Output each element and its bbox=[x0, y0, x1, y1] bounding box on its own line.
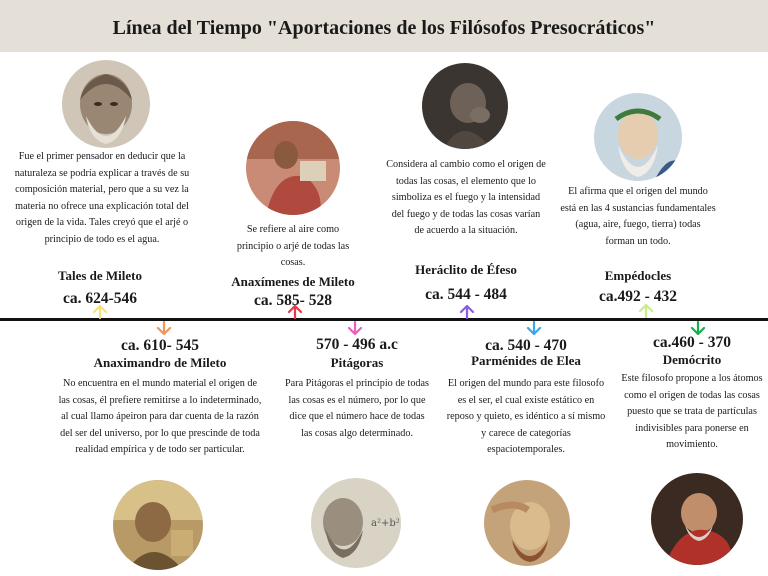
arrow-heraclito bbox=[459, 305, 475, 319]
formula-glyph: a²+b² bbox=[371, 518, 400, 529]
name-parmenides: Parménides de Elea bbox=[471, 353, 581, 368]
portrait-pitagoras bbox=[311, 478, 401, 568]
arrow-parmenides-shape bbox=[528, 322, 540, 334]
name-tales: Tales de Mileto bbox=[57, 268, 142, 283]
date-heraclito: ca. 544 - 484 bbox=[425, 286, 507, 303]
date-empedocles: ca.492 - 432 bbox=[599, 288, 677, 305]
page-title: Línea del Tiempo "Aportaciones de los Filósofos Presocráticos" bbox=[112, 17, 656, 39]
date-pitagoras: 570 - 496 a.c bbox=[316, 336, 398, 353]
arrow-empedocles bbox=[638, 304, 654, 318]
name-heraclito: Heráclito de Éfeso bbox=[415, 262, 517, 277]
description-anaximandro: No encuentra en el mundo material el origen de las cosas, él prefiere remitirse a lo indeterminado, al cual llamo ápeiron para dar cuenta de la razón del ser del universo, por lo que prescinde de toda realidad empírica y de todo ser particular. bbox=[58, 378, 262, 455]
arrow-democrito-shape bbox=[692, 322, 704, 334]
arrow-parmenides bbox=[526, 321, 542, 335]
arrow-tales-shape bbox=[94, 306, 106, 318]
date-parmenides: ca. 540 - 470 bbox=[485, 337, 567, 354]
date-tales: ca. 624-546 bbox=[62, 290, 138, 307]
arrow-anaximenes-shape bbox=[289, 306, 301, 318]
name-anaximandro: Anaximandro de Mileto bbox=[93, 355, 227, 370]
description-pitagoras: Para Pitágoras el principio de todas las cosas es el número, por lo que dice que el número hace de todas las cosas algo determinado. bbox=[284, 378, 429, 439]
portrait-anaximenes bbox=[246, 121, 340, 215]
description-anaximenes: Se refiere al aire como principio o arjé de todas las cosas. bbox=[236, 224, 350, 268]
arrow-heraclito-shape bbox=[461, 306, 473, 318]
name-pitagoras: Pitágoras bbox=[330, 355, 384, 370]
arrow-democrito bbox=[690, 321, 706, 335]
description-parmenides: El origen del mundo para este filosofo es el ser, el cual existe estático en reposo y quieto, es idéntico a sí mismo y carece de categorías espaciotemporales. bbox=[446, 378, 606, 455]
timeline-axis bbox=[0, 318, 768, 321]
arrow-anaximandro-shape bbox=[158, 322, 170, 334]
arrow-empedocles-shape bbox=[640, 305, 652, 317]
name-empedocles: Empédocles bbox=[604, 268, 672, 283]
date-anaximenes: ca. 585- 528 bbox=[254, 292, 332, 309]
portrait-anaximandro bbox=[113, 480, 203, 570]
portrait-heraclito bbox=[422, 63, 508, 149]
arrow-pitagoras-shape bbox=[349, 322, 361, 334]
description-democrito: Este filosofo propone a los átomos como el origen de todas las cosas puesto que se trata de partículas indivisibles para ponerse en movimiento. bbox=[621, 373, 763, 450]
description-tales: Fue el primer pensador en deducir que la naturaleza se podría explicar a través de su composición material, pero que a su vez la materia no ofrece una explicación total del origen de la vida. Tales creyó que el arjé o principio de todo es el agua. bbox=[14, 151, 190, 245]
arrow-tales bbox=[92, 305, 108, 319]
name-anaximenes: Anaxímenes de Mileto bbox=[231, 274, 355, 289]
description-heraclito: Considera al cambio como el origen de todas las cosas, el elemento que lo simboliza es el fuego y la intensidad del fuego y de todas las cosas varían de acuerdo a la situación. bbox=[386, 159, 546, 236]
portrait-democrito bbox=[651, 473, 743, 565]
date-democrito: ca.460 - 370 bbox=[653, 334, 731, 351]
portrait-empedocles bbox=[594, 93, 682, 181]
portrait-tales bbox=[62, 60, 150, 148]
name-democrito: Demócrito bbox=[662, 352, 722, 367]
portrait-parmenides bbox=[484, 480, 570, 566]
description-empedocles: El afirma que el origen del mundo está en las 4 sustancias fundamentales (agua, aire, fuego, tierra) todas forman un todo. bbox=[560, 186, 716, 247]
arrow-pitagoras bbox=[347, 321, 363, 335]
arrow-anaximandro bbox=[156, 321, 172, 335]
date-anaximandro: ca. 610- 545 bbox=[121, 337, 199, 354]
arrow-anaximenes bbox=[287, 305, 303, 319]
